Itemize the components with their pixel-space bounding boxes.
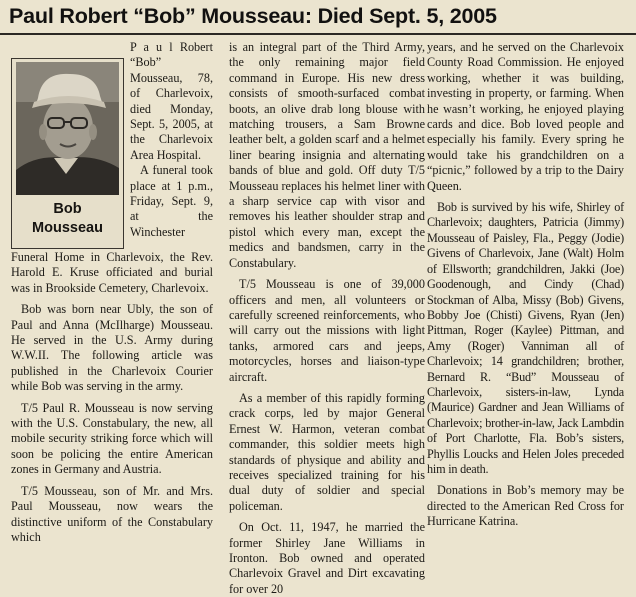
portrait-photo: [16, 62, 119, 195]
photo-caption: [12, 200, 123, 238]
headline: Paul Robert “Bob” Mousseau: Died Sept. 5, 2005: [9, 4, 497, 28]
funeral-paragraph-end: Funeral Home in Charlevoix, the Rev. Harold E. Kruse officiated and burial was in Brookside Cemetery, Charlevoix.: [11, 250, 213, 295]
caption-first-name: Bob: [53, 201, 82, 217]
headline-rule: [0, 33, 636, 35]
survivors-paragraph: Bob is survived by his wife, Shirley of Charlevoix; daughters, Patricia (Jimmy) Mousseau of Paisley, Fla., Peggy (Jodie) Givens of Charlevoix, Jane (Walt) Holm of Ellsworth; grandchildren, Jakki (Joe) Goodenough, and Cindy (Chad) Stockman of Alba, Missy (Bob) Givens, Bobby Joe (Chisti) Givens, Ryan (Jen) Pittman, Roger (Kaylee) Pittman, and Amy (Roger) Vanniman all of Charlevoix; 14 grandchildren; brother, Bernard R. “Bud” Mousseau of Charlevoix, sisters-in-law, Lynda (Maurice) Gardner and Jean Williams of Charlevoix; brother-in-law, Jack Lambdin of Port Charlotte, Fla. Bob’s sisters, Phyllis Loucks and Helen Joles preceded him in death.: [427, 200, 624, 476]
uniform-paragraph-start: T/5 Mousseau, son of Mr. and Mrs. Paul Mousseau, now wears the distinctive uniform of the Constabulary which: [11, 483, 213, 544]
constabulary-paragraph: T/5 Paul R. Mousseau is now serving with the U.S. Constabulary, the new, all mobile security striking force which will soon be policing the entire American zones in Germany and Austria.: [11, 400, 213, 477]
column-1-bottom: [11, 250, 213, 545]
column-3: [427, 40, 624, 530]
marriage-paragraph-end: years, and he served on the Charlevoix County Road Commission. He enjoyed working, whether it was building, investing in property, or farming. When he wasn’t working, he enjoyed playing cards and dice. Bob loved people and especially his family. Every spring he would take his grandchildren on a “picnic,” followed by a trip to the Dairy Queen.: [427, 40, 624, 193]
volunteers-paragraph: T/5 Mousseau is one of 39,000 officers and men, all volunteers or carefully screened reinforcements, who will carry out the missions with light tanks, armored cars and jeeps, motorcycles, horses and liaison-type aircraft.: [229, 277, 425, 384]
column-1-side: [130, 40, 213, 240]
funeral-paragraph-start: A funeral took place at 1 p.m., Friday, Sept. 9, at the Winchester: [130, 163, 213, 239]
uniform-paragraph-end: is an integral part of the Third Army, the only remaining major field command in Europe. His new dress consists of smooth-surfaced combat boots, an olive drab long blouse with matching trousers, a Sam Browne leather belt, a golden scarf and a helmet liner bearing insignia and alternating bands of blue and gold. Off duty T/5 Mousseau replaces his helmet liner with a sharp service cap with visor and removes his leather shoulder strap and pistol which every man, except the medics and bandsmen, carry in the Constabulary.: [229, 40, 425, 270]
column-2: [229, 40, 425, 597]
donations-paragraph: Donations in Bob’s memory may be directed to the American Red Cross for Hurricane Katrina.: [427, 483, 624, 529]
photo-frame: [11, 58, 124, 249]
obituary-opening-paragraph: P a u l Robert “Bob” Mousseau, 78, of Charlevoix, died Monday, Sept. 5, 2005, at the Charlevoix Area Hospital.: [130, 40, 213, 162]
birth-paragraph: Bob was born near Ubly, the son of Paul and Anna (McIlharge) Mousseau. He served in the U.S. Army during W.W.II. The following article was published in the Charlevoix Courier while Bob was serving in the army.: [11, 302, 213, 394]
caption-last-name: Mousseau: [32, 220, 103, 236]
marriage-paragraph-start: On Oct. 11, 1947, he married the former Shirley Jane Williams in Ironton. Bob owned and operated Charlevoix Gravel and Dirt excavating for over 20: [229, 520, 425, 596]
corps-paragraph: As a member of this rapidly forming crack corps, led by major General Ernest W. Harmon, veteran combat commander, this soldier meets high standards of physique and ability and receives specialized training for his dual duty of soldier and special policeman.: [229, 390, 425, 513]
